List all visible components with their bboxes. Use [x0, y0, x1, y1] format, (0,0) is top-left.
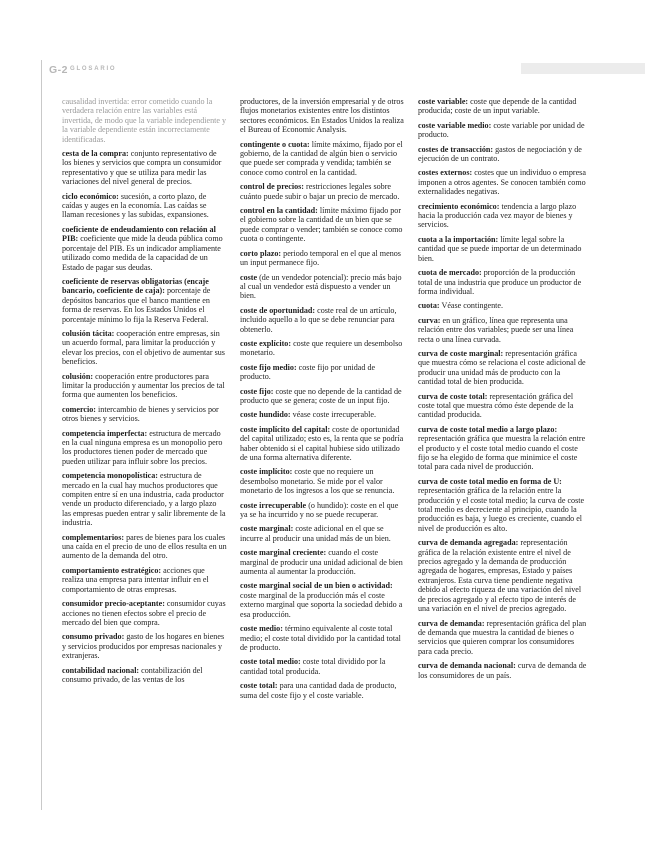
- glossary-definition: coste total dividido por la cantidad total producida.: [240, 657, 386, 676]
- glossary-definition: término equivalente al coste total medio; el coste total dividido por la cantidad total de producto.: [240, 624, 401, 652]
- glossary-entry: [418, 538, 588, 613]
- glossary-term: colusión:: [62, 371, 94, 381]
- glossary-term: curva de coste total medio en forma de U:: [418, 476, 562, 486]
- glossary-definition: productores, de la inversión empresarial y de otros flujos monetarios existentes entre los distintos sectores económicos. En Estados Unidos la realiza el Bureau of Economic Analysis.: [240, 97, 404, 135]
- page-number: G-2: [49, 64, 69, 76]
- glossary-term: complementarios:: [62, 532, 125, 542]
- glossary-entry: [62, 666, 227, 685]
- glossary-term: contabilidad nacional:: [62, 665, 140, 675]
- glossary-entry: [418, 268, 588, 296]
- glossary-definition: sucesión, a corto plazo, de caídas y auges en la economía. Las caídas se llaman recesiones y las subidas, expansiones.: [62, 191, 209, 220]
- glossary-definition: coste que depende de la cantidad producida; coste de un input variable.: [418, 97, 577, 116]
- glossary-definition: cuando el coste marginal de producir una unidad adicional de bien aumenta al aumentar la producción.: [240, 548, 403, 577]
- glossary-term: competencia monopolística:: [62, 471, 158, 481]
- glossary-term: curva:: [418, 315, 441, 325]
- glossary-entry: [240, 501, 405, 520]
- glossary-term: costes de transacción:: [418, 144, 494, 154]
- glossary-entry: [62, 405, 227, 424]
- glossary-entry: [240, 410, 405, 419]
- glossary-entry: [240, 306, 405, 334]
- glossary-entry: [240, 467, 405, 495]
- glossary-definition: costes que un individuo o empresa imponen a otros agentes. Se conocen también como externalidades negativas.: [418, 168, 586, 197]
- glossary-term: ciclo económico:: [62, 191, 119, 201]
- glossary-column-1: [62, 97, 227, 689]
- glossary-entry: [240, 425, 405, 463]
- glossary-definition: contabilización del consumo privado, de las ventas de los: [62, 665, 203, 684]
- glossary-entry: [62, 533, 227, 561]
- glossary-term: coste fijo medio:: [240, 362, 297, 372]
- glossary-term: crecimiento económico:: [418, 201, 500, 211]
- glossary-entry: [418, 235, 588, 263]
- glossary-entry: [62, 599, 227, 627]
- glossary-definition: Véase contingente.: [441, 301, 504, 311]
- glossary-entry: [240, 363, 405, 382]
- glossary-term: comercio:: [62, 404, 97, 414]
- glossary-definition: véase coste irrecuperable.: [292, 410, 377, 420]
- glossary-term: curva de coste marginal:: [418, 348, 504, 358]
- glossary-definition: coste que no depende de la cantidad de producto que se genera; coste de un input fijo.: [240, 386, 402, 405]
- glossary-term: coste: [240, 272, 258, 282]
- glossary-entry: [240, 140, 405, 178]
- glossary-term: coste marginal creciente:: [240, 548, 327, 558]
- glossary-definition: representación gráfica que muestra cómo se relaciona el coste adicional de producir una unidad más de producto con la cantidad total de bien producida.: [418, 348, 586, 387]
- glossary-entry: [240, 206, 405, 244]
- glossary-entry: [62, 192, 227, 220]
- glossary-definition: límite máximo fijado por el gobierno sobre la cantidad de un bien que se puede comprar o vender; también se conoce como cuota o contingente.: [240, 206, 403, 244]
- glossary-definition: coste real de un artículo, incluido aquello a lo que se debe renunciar para obtenerlo.: [240, 305, 397, 334]
- glossary-term: coste total:: [240, 681, 278, 691]
- glossary-entry: [240, 273, 405, 301]
- glossary-definition: límite máximo, fijado por el gobierno, de la cantidad de algún bien o servicio que puede ser comprada y vendida; también se conoce como control en la cantidad.: [240, 139, 403, 177]
- glossary-entry: [240, 182, 405, 201]
- header-shade-bar: [521, 63, 645, 74]
- glossary-term: coeficiente de reservas obligatorias (encaje bancario, coeficiente de caja):: [62, 276, 209, 296]
- glossary-definition: proporción de la producción total de una industria que produce un productor de forma individual.: [418, 268, 582, 296]
- glossary-definition: gastos de negociación y de ejecución de un contrato.: [418, 144, 582, 164]
- glossary-entry: [62, 632, 227, 660]
- glossary-term: coeficiente de endeudamiento con relación al PIB:: [62, 224, 216, 244]
- glossary-entry: [418, 619, 588, 657]
- glossary-entry: [418, 145, 588, 164]
- glossary-term: control de precios:: [240, 182, 304, 192]
- glossary-definition: tendencia a largo plazo hacia la producción cada vez mayor de bienes y servicios.: [418, 201, 577, 230]
- glossary-definition: coste marginal de la producción más el coste externo marginal que soporta la sociedad debido a esa producción.: [240, 590, 403, 619]
- glossary-term: coste total medio:: [240, 657, 301, 667]
- glossary-definition: error cometido cuando la verdadera relación entre las variables está invertida, de modo que la variable independiente y la variable dependiente están incorrectamente identificadas.: [62, 97, 227, 144]
- glossary-definition: para una cantidad dada de producto, suma del coste fijo y el coste variable.: [240, 681, 397, 700]
- glossary-term: colusión tácita:: [62, 328, 115, 338]
- glossary-term: coste explícito:: [240, 338, 292, 348]
- glossary-term: corto plazo:: [240, 248, 282, 258]
- glossary-entry: [418, 97, 588, 116]
- glossary-definition: curva de demanda de los consumidores de un país.: [418, 661, 587, 680]
- glossary-entry: [62, 149, 227, 187]
- glossary-entry: [240, 97, 405, 135]
- glossary-term: coste hundido:: [240, 410, 291, 420]
- glossary-term: contingente o cuota:: [240, 139, 310, 149]
- glossary-entry: [418, 349, 588, 387]
- glossary-entry: [62, 372, 227, 400]
- glossary-definition: coste que requiere un desembolso monetario.: [240, 338, 403, 358]
- glossary-definition: conjunto representativo de los bienes y servicios que compra un consumidor representativo y que se utiliza para medir las variaciones del nivel general de precios.: [62, 149, 222, 187]
- glossary-column-3: [418, 97, 588, 685]
- glossary-definition: representación gráfica de la relación existente entre el nivel de precios agregado y la demanda de producción agregada de hogares, empresas, Estado y países extranjeros. Esta curva tiene pendiente negativa debido al efecto riqueza de una variación del nivel de precios agregado y al efecto tipo de interés de una variación en el nivel de precios agregado.: [418, 538, 582, 614]
- glossary-entry: [62, 471, 227, 527]
- glossary-term: coste irrecuperable: [240, 500, 307, 510]
- glossary-entry: [240, 624, 405, 652]
- glossary-entry: [418, 316, 588, 344]
- glossary-entry: [240, 681, 405, 700]
- glossary-entry: [62, 566, 227, 594]
- glossary-term: coste variable:: [418, 97, 469, 106]
- glossary-term: control en la cantidad:: [240, 206, 318, 216]
- glossary-term: coste medio:: [240, 624, 283, 634]
- glossary-term: competencia imperfecta:: [62, 428, 148, 438]
- left-margin-rule: [41, 60, 42, 810]
- glossary-definition: límite legal sobre la cantidad que se puede importar de un determinado bien.: [418, 234, 582, 263]
- glossary-entry: [418, 121, 588, 140]
- glossary-definition: porcentaje de depósitos bancarios que el banco mantiene en forma de reservas. En los Estados Unidos el porcentaje mínimo lo fija la Reserva Federal.: [62, 286, 211, 324]
- section-title: GLOSARIO: [70, 66, 117, 72]
- glossary-definition: cooperación entre empresas, sin un acuerdo formal, para limitar la producción y elevar los precios, con el objetivo de aumentar sus beneficios.: [62, 328, 225, 367]
- glossary-entry: [418, 661, 588, 680]
- glossary-entry: [62, 429, 227, 467]
- glossary-term: coste de oportunidad:: [240, 305, 316, 315]
- glossary-definition: representación gráfica del plan de demanda que muestra la cantidad de bienes o servicios que quieren comprar los consumidores para cada precio.: [418, 618, 587, 656]
- glossary-term: consumo privado:: [62, 632, 125, 642]
- glossary-entry: [240, 524, 405, 543]
- glossary-definition: coeficiente que mide la deuda pública como porcentaje del PIB. Es un indicador ampliamente utilizado como medida de la capacidad de un Estado de pagar sus deudas.: [62, 234, 223, 272]
- glossary-entry: [62, 329, 227, 367]
- glossary-entry: [240, 387, 405, 406]
- glossary-entry: [240, 657, 405, 676]
- glossary-definition: coste de oportunidad del capital utilizado; esto es, la renta que se podría haber obtenido si el capital hubiese sido utilizado de una forma alternativa diferente.: [240, 424, 404, 462]
- glossary-column-2: [240, 97, 405, 705]
- glossary-definition: (de un vendedor potencial): precio más bajo al cual un vendedor está dispuesto a vender un bien.: [240, 272, 402, 301]
- glossary-entry: [418, 168, 588, 196]
- glossary-definition: en un gráfico, línea que representa una relación entre dos variables; puede ser una línea recta o una línea curvada.: [418, 315, 574, 344]
- glossary-entry: [62, 277, 227, 324]
- glossary-definition: restricciones legales sobre cuánto puede subir o bajar un precio de mercado.: [240, 182, 400, 201]
- glossary-entry: [418, 202, 588, 230]
- glossary-term: curva de demanda:: [418, 618, 485, 628]
- glossary-definition: estructura de mercado en la cual ninguna empresa es un monopolio pero los productores tienen poder de mercado que pueden utilizar para influir sobre los precios.: [62, 428, 223, 466]
- glossary-term: coste marginal:: [240, 524, 294, 534]
- glossary-entry: [418, 425, 588, 472]
- glossary-term: causalidad invertida:: [62, 97, 130, 106]
- glossary-term: costes externos:: [418, 168, 473, 178]
- glossary-entry: [62, 97, 227, 144]
- glossary-definition: estructura de mercado en la cual hay muchos productores que compiten entre sí en una industria, cada productor vende un producto diferenciado, y a largo plazo las empresas pueden entrar y salir libremente de la industria.: [62, 471, 226, 528]
- glossary-entry: [418, 392, 588, 420]
- glossary-term: curva de demanda agregada:: [418, 538, 519, 548]
- glossary-term: cuota de mercado:: [418, 268, 482, 278]
- glossary-definition: coste variable por unidad de producto.: [418, 120, 585, 140]
- glossary-term: coste implícito:: [240, 467, 293, 477]
- glossary-term: curva de coste total medio a largo plazo:: [418, 424, 558, 434]
- glossary-definition: periodo temporal en el que al menos un input permanece fijo.: [240, 248, 401, 268]
- glossary-definition: acciones que realiza una empresa para intentar influir en el comportamiento de otras empresas.: [62, 565, 209, 594]
- glossary-term: cuota a la importación:: [418, 234, 499, 244]
- glossary-definition: consumidor cuyas acciones no tienen efectos sobre el precio de mercado del bien que compra.: [62, 599, 226, 627]
- glossary-definition: (o hundido): coste en el que ya se ha incurrido y no se puede recuperar.: [240, 500, 399, 520]
- glossary-term: coste implícito del capital:: [240, 424, 331, 434]
- glossary-definition: representación gráfica de la relación entre la producción y el coste total medio; la curva de coste total medio es decreciente al principio, cuando la producción es baja, y luego es creciente, cuando el nivel de producción es alto.: [418, 486, 585, 533]
- glossary-entry: [240, 339, 405, 358]
- glossary-term: cesta de la compra:: [62, 149, 129, 159]
- glossary-term: coste marginal social de un bien o actividad:: [240, 581, 393, 591]
- glossary-term: curva de demanda nacional:: [418, 661, 516, 671]
- glossary-definition: representación gráfica del coste total que muestra cómo éste depende de la cantidad producida.: [418, 391, 574, 420]
- glossary-definition: cooperación entre productores para limitar la producción y aumentar los precios de tal forma que aumenten los beneficios.: [62, 371, 225, 400]
- glossary-entry: [62, 225, 227, 272]
- glossary-definition: pares de bienes para los cuales una caída en el precio de uno de ellos resulta en un aumento de la demanda del otro.: [62, 532, 227, 561]
- glossary-entry: [240, 581, 405, 619]
- glossary-definition: coste fijo por unidad de producto.: [240, 362, 376, 382]
- glossary-entry: [240, 548, 405, 576]
- glossary-definition: intercambio de bienes y servicios por otros bienes y servicios.: [62, 404, 219, 424]
- glossary-term: curva de coste total:: [418, 391, 488, 401]
- page-header: [46, 60, 655, 80]
- glossary-definition: coste que no requiere un desembolso monetario. Se mide por el valor monetario de los ingresos a los que se renuncia.: [240, 467, 395, 496]
- glossary-definition: gasto de los hogares en bienes y servicios producidos por empresas nacionales y extranjeras.: [62, 632, 225, 661]
- glossary-term: cuota:: [418, 301, 440, 311]
- glossary-definition: coste adicional en el que se incurre al producir una unidad más de un bien.: [240, 524, 391, 543]
- glossary-entry: [240, 249, 405, 268]
- glossary-term: coste variable medio:: [418, 120, 492, 130]
- glossary-term: consumidor precio-aceptante:: [62, 599, 165, 609]
- glossary-term: comportamiento estratégico:: [62, 565, 162, 575]
- glossary-entry: [418, 477, 588, 533]
- glossary-term: coste fijo:: [240, 386, 274, 396]
- glossary-definition: representación gráfica que muestra la relación entre el producto y el coste total medio cuando el coste fijo se ha elegido de forma que minimice el coste total para cada nivel de producción.: [418, 434, 586, 472]
- glossary-entry: [418, 301, 588, 310]
